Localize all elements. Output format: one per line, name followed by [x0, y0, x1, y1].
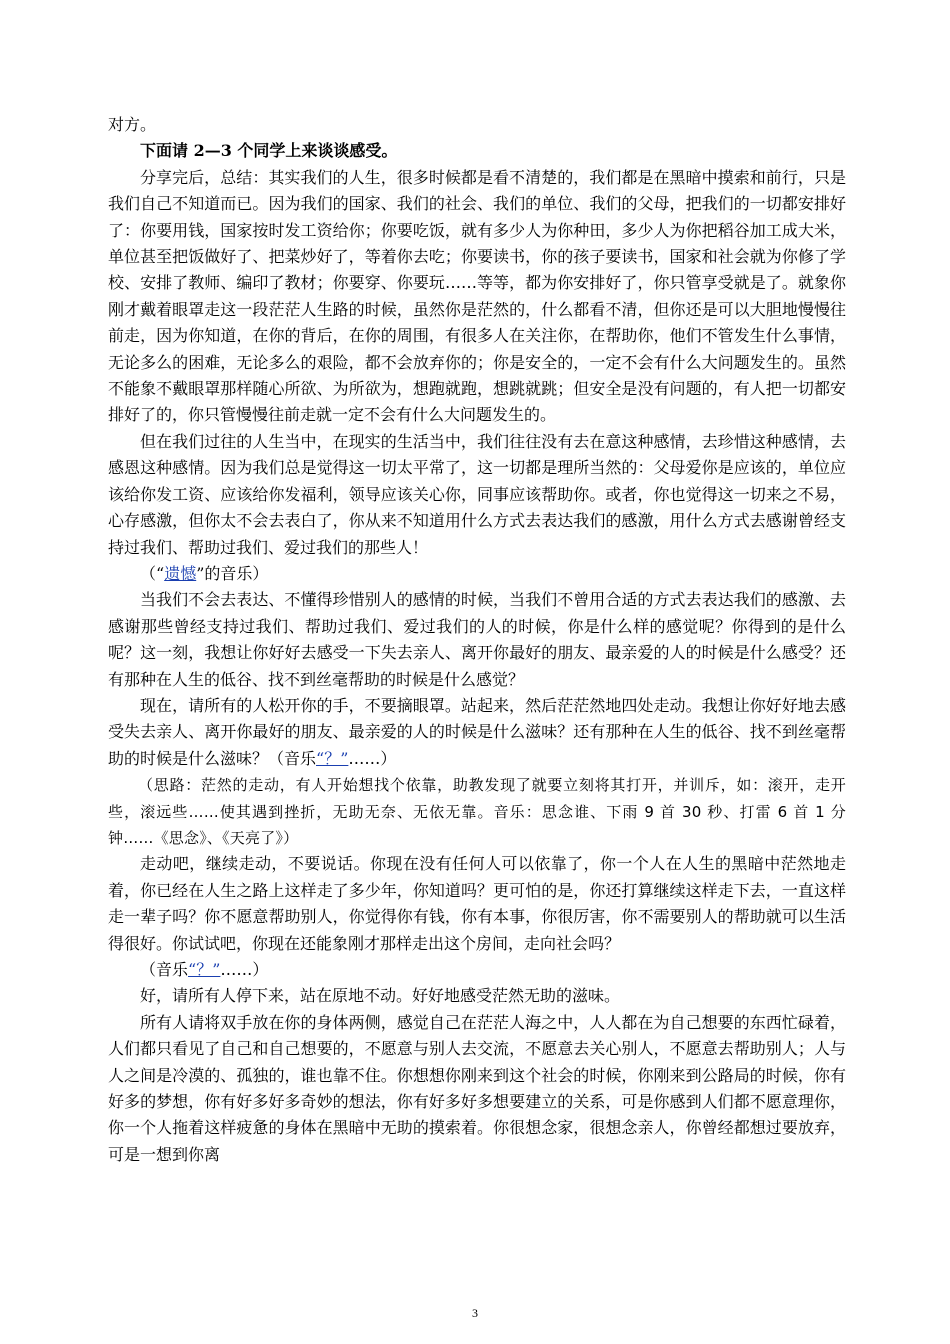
paragraph-reflection: 但在我们过往的人生当中，在现实的生活当中，我们往往没有去在意这种感情，去珍惜这种感情，去感恩这种感情。因为我们总是觉得这一切太平常了，这一切都是理所当然的：父母爱你是应该的，单位应该给你发工资、应该给你发福利，领导应该关心你，同事应该帮助你。或者，你也觉得这一切来之不易，心存感激，但你太不会去表白了，你从来不知道用什么方式去表达我们的感激，用什么方式去感谢曾经支持过我们、帮助过我们、爱过我们的那些人！: [108, 431, 846, 557]
paragraph-summary: 分享完后，总结：其实我们的人生，很多时候都是看不清楚的，我们都是在黑暗中摸索和前行，只是我们自己不知道而已。因为我们的国家、我们的社会、我们的单位、我们的父母，把我们的一切都安排好了：你要用钱，国家按时发工资给你；你要吃饭，就有多少人为你种田，多少人为你把稻谷加工成大米，单位甚至把饭做好了、把菜炒好了，等着你去吃；你要读书，你的孩子要读书，国家和社会就为你修了学校、安排了教师、编印了教材；你要穿、你要玩……等等，都为你安排好了，你只管享受就是了。就象你刚才戴着眼罩走这一段茫茫人生路的时候，虽然你是茫然的，什么都看不清，但你还是可以大胆地慢慢往前走，因为你知道，在你的背后，在你的周围，有很多人在关注你，在帮助你，他们不管发生什么事情，无论多么的困难，无论多么的艰险，都不会放弃你的；你是安全的，一定不会有什么大问题发生的。虽然不能象不戴眼罩那样随心所欲、为所欲为，想跑就跑，想跳就跳；但安全是没有问题的，有人把一切都安排好了的，你只管慢慢往前走就一定不会有什么大问题发生的。: [108, 167, 846, 425]
document-body: [108, 112, 846, 1168]
paragraph-feeling-loss: 当我们不会去表达、不懂得珍惜别人的感情的时候，当我们不曾用合适的方式去表达我们的感激、去感谢那些曾经支持过我们、帮助过我们、爱过我们的人的时候，你是什么样的感觉呢？你得到的是什么呢？这一刻，我想让你好好去感受一下失去亲人、离开你最好的朋友、最亲爱的人的时候是什么感受？还有那种在人生的低谷、找不到丝毫帮助的时候是什么感觉？: [108, 590, 846, 689]
paragraph-stop: 好，请所有人停下来，站在原地不动。好好地感受茫然无助的滋味。: [140, 986, 621, 1006]
paragraph-walk-instruction: 现在，请所有的人松开你的手，不要摘眼罩。站起来，然后茫茫然地四处走动。我想让你好好地去感受失去亲人、离开你最好的朋友、最亲爱的人的时候是什么滋味？还有那种在人生的低谷、找不到丝毫帮助的时候是什么滋味？（音乐“？”……）: [108, 695, 846, 768]
music-link-regret[interactable]: 遗憾: [164, 563, 197, 583]
paragraph-instruction-heading: 下面请 2—3 个同学上来谈谈感受。: [140, 141, 398, 161]
music-link-question-2[interactable]: “？”: [188, 960, 221, 979]
page-number: 3: [472, 1306, 478, 1320]
paragraph-music-cue-regret: （“遗憾”的音乐）: [140, 563, 269, 583]
paragraph-hands-at-sides: 所有人请将双手放在你的身体两侧，感觉自己在茫茫人海之中，人人都在为自己想要的东西忙碌着，人们都只看见了自己和自己想要的，不愿意与别人去交流，不愿意去关心别人，不愿意去帮助别人；人与人之间是冷漠的、孤独的，谁也靠不住。你想想你刚来到这个社会的时候，你刚来到公路局的时候，你有好多的梦想，你有好多好多奇妙的想法，你有好多好多想要建立的关系，可是你感到人们都不愿意理你，你一个人拖着这样疲惫的身体在黑暗中无助的摸索着。你很想念家，很想念亲人，你曾经都想过要放弃，可是一想到你离: [108, 1012, 846, 1164]
music-link-question-1[interactable]: “？”: [316, 748, 349, 768]
paragraph-keep-walking: 走动吧，继续走动，不要说话。你现在没有任何人可以依靠了，你一个人在人生的黑暗中茫然地走着，你已经在人生之路上这样走了多少年，你知道吗？更可怕的是，你还打算继续这样走下去，一直这样走一辈子吗？你不愿意帮助别人，你觉得你有钱，你有本事，你很厉害，你不需要别人的帮助就可以生活得很好。你试试吧，你现在还能象刚才那样走出这个房间，走向社会吗？: [108, 854, 846, 953]
paragraph-continuation: 对方。: [108, 115, 157, 134]
paragraph-thinking-note: （思路：茫然的走动，有人开始想找个依靠，助教发现了就要立刻将其打开，并训斥，如：滚开，走开些，滚远些……使其遇到挫折，无助无奈、无依无靠。音乐：思念谁、下雨 9 首 30 秒、打雷 6 首 1 分钟……《思念》、《天亮了》）: [108, 776, 846, 847]
paragraph-music-cue: （音乐“？”……）: [140, 960, 269, 979]
